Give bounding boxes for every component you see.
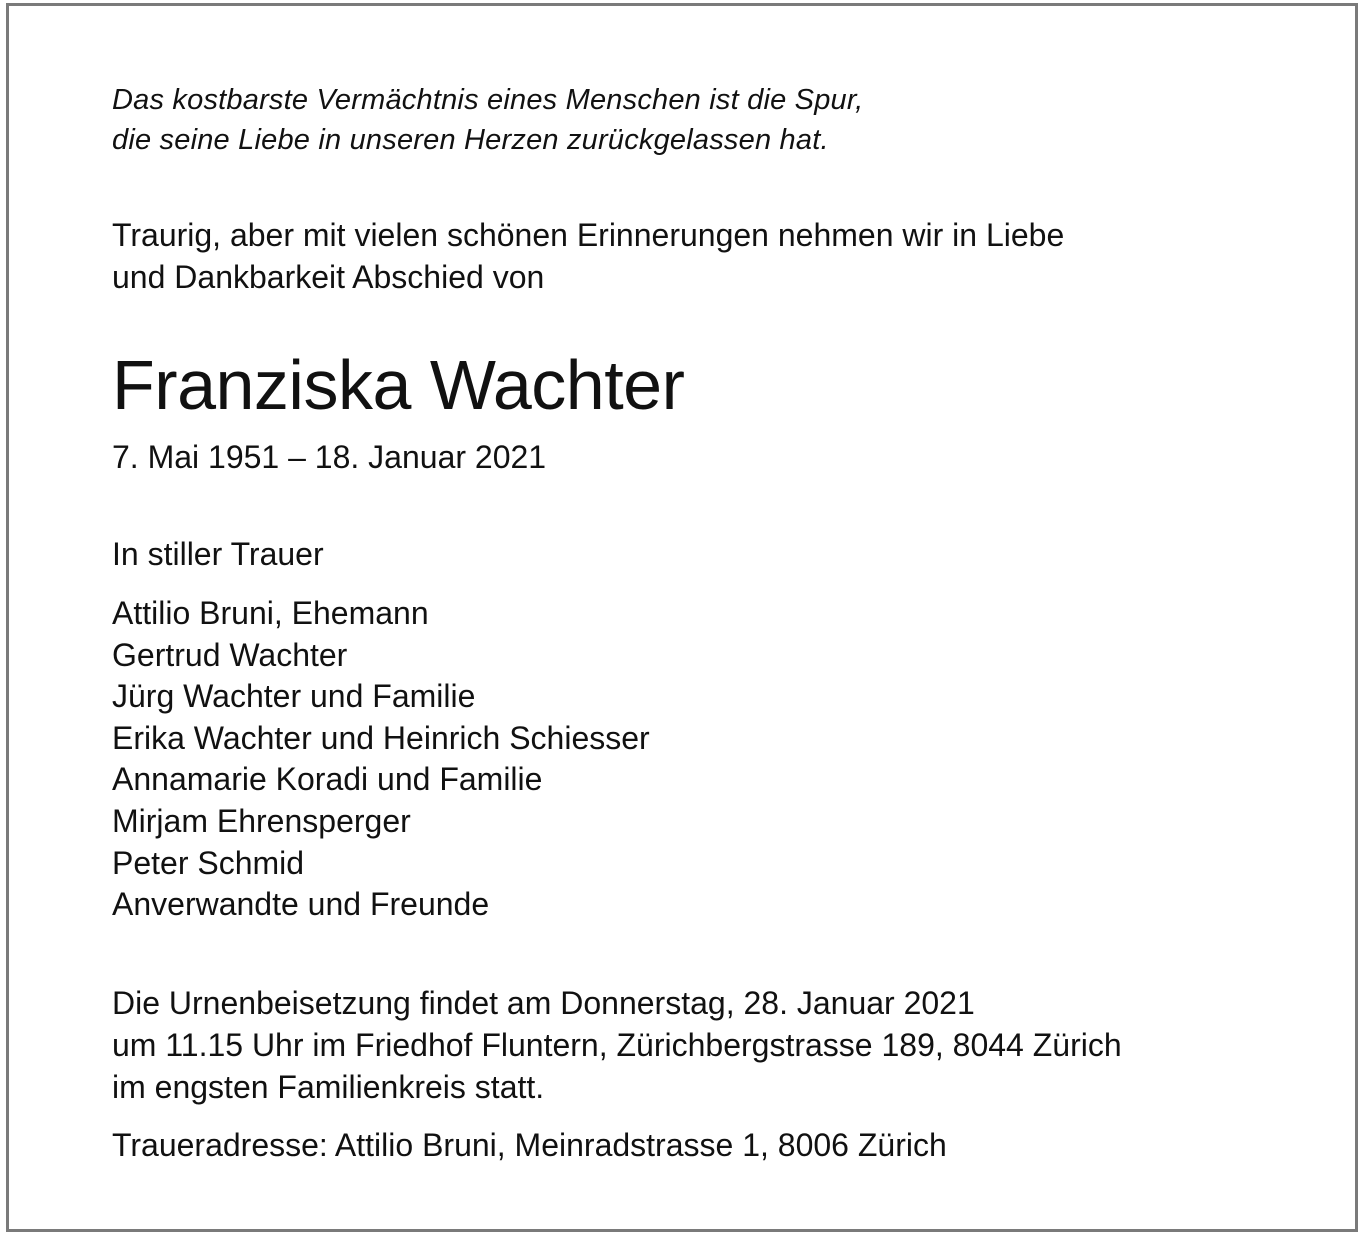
mourning-address: Traueradresse: Attilio Bruni, Meinradstrasse 1, 8006 Zürich	[112, 1127, 947, 1163]
farewell-intro	[112, 214, 1064, 298]
mourners-list	[112, 593, 650, 926]
mourner-item: Mirjam Ehrensperger	[112, 802, 411, 839]
intro-line-2: und Dankbarkeit Abschied von	[112, 259, 545, 295]
deceased-name: Franziska Wachter	[112, 346, 685, 424]
mourning-heading: In stiller Trauer	[112, 536, 324, 572]
intro-line-1: Traurig, aber mit vielen schönen Erinnerungen nehmen wir in Liebe	[112, 217, 1065, 253]
mourner-item: Peter Schmid	[112, 844, 305, 881]
burial-line-1: Die Urnenbeisetzung findet am Donnerstag, 28. Januar 2021	[112, 985, 975, 1021]
burial-line-2: um 11.15 Uhr im Friedhof Fluntern, Zürichbergstrasse 189, 8044 Zürich	[112, 1027, 1122, 1063]
mourner-item: Gertrud Wachter	[112, 636, 348, 673]
quote-line-1: Das kostbarste Vermächtnis eines Menschen ist die Spur,	[112, 84, 864, 116]
mourner-item: Attilio Bruni, Ehemann	[112, 595, 429, 631]
burial-line-3: im engsten Familienkreis statt.	[112, 1069, 545, 1105]
memorial-quote	[112, 80, 863, 160]
life-dates: 7. Mai 1951 – 18. Januar 2021	[112, 439, 547, 475]
mourner-item: Erika Wachter und Heinrich Schiesser	[112, 719, 650, 756]
mourner-item: Anverwandte und Freunde	[112, 886, 490, 923]
mourner-item: Annamarie Koradi und Familie	[112, 761, 543, 798]
burial-notice	[112, 982, 1122, 1108]
mourner-item: Jürg Wachter und Familie	[112, 678, 476, 715]
quote-line-2: die seine Liebe in unseren Herzen zurückgelassen hat.	[112, 124, 829, 156]
